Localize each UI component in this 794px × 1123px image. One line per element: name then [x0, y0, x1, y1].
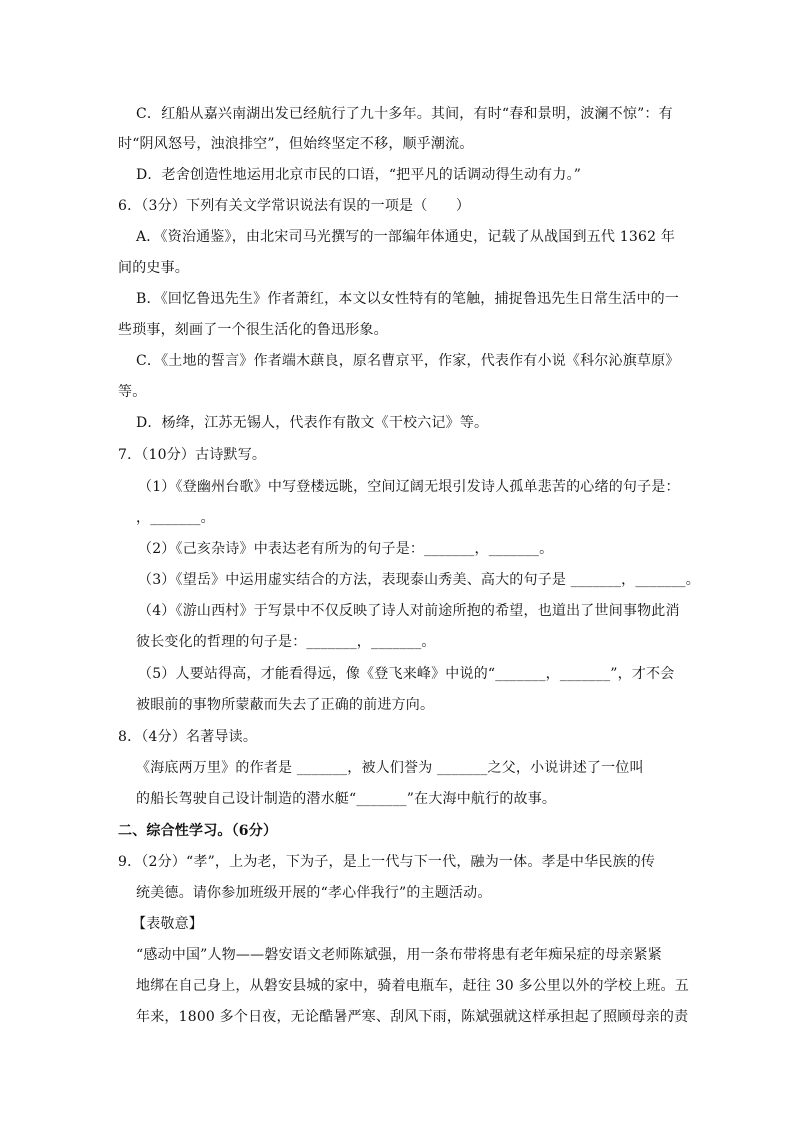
option-c-line1: C．红船从嘉兴南湖出发已经航行了九十多年。其间，有时“春和景明，波澜不惊”：有: [136, 106, 673, 122]
question-9-line1: 9．（2分）“孝”，上为老，下为子，是上一代与下一代，融为一体。孝是中华民族的传: [118, 854, 656, 870]
passage-line2: 地绑在自己身上，从磐安县城的家中，骑着电瓶车，赶往 30 多公里以外的学校上班。五: [136, 978, 689, 994]
q6-option-b-line2: 些琐事，刻画了一个很生活化的鲁迅形象。: [118, 322, 388, 338]
q7-item4-line2: 彼长变化的哲理的句子是：_______，_______。: [136, 634, 436, 650]
q7-item5-line2: 被眼前的事物所蒙蔽而失去了正确的前进方向。: [136, 697, 435, 713]
option-d-line: D．老舍创造性地运用北京市民的口语，“把平凡的话调动得生动有力。”: [136, 167, 582, 183]
q7-item1-line2: ，_______。: [136, 510, 215, 526]
q6-option-a-line2: 间的史事。: [118, 260, 189, 276]
q7-item4-line1: （4）《游山西村》于写景中不仅反映了诗人对前途所抱的希望，也道出了世间事物此消: [138, 603, 680, 619]
q7-item5-line1: （5）人要站得高，才能看得远，像《登飞来峰》中说的“_______，_______”，才不会: [138, 666, 675, 682]
question-9-line2: 统美德。请你参加班级开展的“孝心伴我行”的主题活动。: [136, 885, 492, 901]
q6-option-a-line1: A．《资治通鉴》，由北宋司马光撰写的一部编年体通史，记载了从战国到五代 1362 年: [136, 229, 676, 245]
question-8-stem: 8．（4分）名著导读。: [118, 729, 258, 745]
question-7-stem: 7．（10分）古诗默写。: [118, 447, 267, 463]
q7-item3: （3）《望岳》中运用虚实结合的方法，表现泰山秀美、高大的句子是 _______，_______。: [138, 572, 700, 588]
q6-option-d-line: D．杨绛，江苏无锡人，代表作有散文《干校六记》等。: [136, 415, 489, 431]
section-2-heading: 二、综合性学习。（6分）: [118, 823, 278, 839]
q6-option-c-line1: C．《土地的誓言》作者端木蕻良，原名曹京平，作家，代表作有小说《科尔沁旗草原》: [136, 353, 680, 369]
q8-line2: 的船长驾驶自己设计制造的潜水艇“_______”在大海中航行的故事。: [136, 791, 557, 807]
subsection-biaojingyi: 【表敬意】: [132, 916, 203, 932]
question-6-stem: 6．（3分）下列有关文学常识说法有误的一项是（ ）: [118, 198, 471, 214]
option-c-line2: 时“阴风怒号，浊浪排空”，但始终坚定不移，顺乎潮流。: [118, 136, 474, 152]
q7-item1-line1: （1）《登幽州台歌》中写登楼远眺，空间辽阔无垠引发诗人孤单悲苦的心绪的句子是：: [138, 479, 680, 495]
q6-option-c-line2: 等。: [118, 384, 147, 400]
q6-option-b-line1: B．《回忆鲁迅先生》作者萧红，本文以女性特有的笔触，捕捉鲁迅先生日常生活中的一: [136, 291, 680, 307]
passage-line3: 年来，1800 多个日夜，无论酷暑严寒、刮风下雨，陈斌强就这样承担起了照顾母亲的责: [136, 1009, 689, 1025]
q8-line1: 《海底两万里》的作者是 _______，被人们誉为 _______之父，小说讲述了一位叫: [136, 760, 644, 776]
q7-item2: （2）《己亥杂诗》中表达老有所为的句子是：_______，_______。: [138, 541, 554, 557]
passage-line1: “感动中国”人物——磐安语文老师陈斌强，用一条布带将患有老年痴呆症的母亲紧紧: [136, 947, 662, 963]
